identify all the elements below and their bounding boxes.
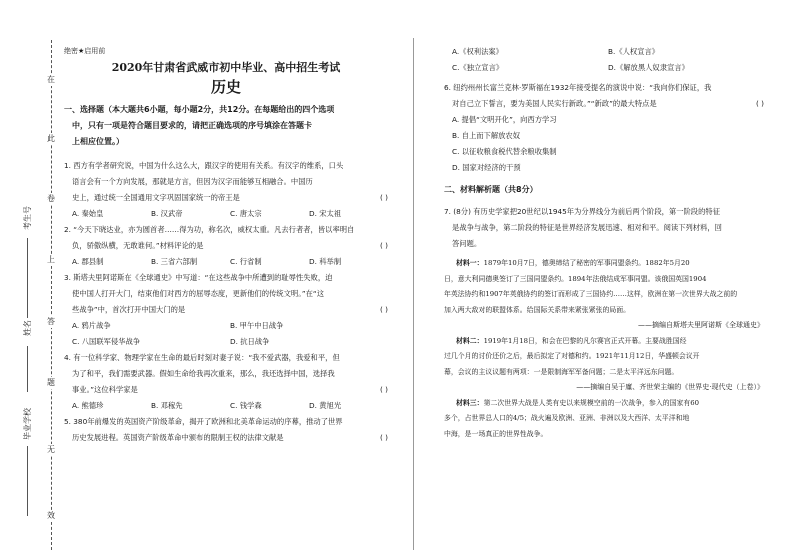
material-source: ——摘编自斯塔夫里阿诺斯《全球通史》: [638, 321, 764, 329]
material-label: 材料一：: [456, 259, 484, 267]
label-name: 姓名: [23, 320, 32, 336]
material-source: ——摘编自吴于廑、齐世荣主编的《世界史·现代史（上卷）》: [576, 383, 764, 391]
question-line: 3. 斯塔夫里阿诺斯在《全球通史》中写道：“在这些战争中所遭到的耻辱性失败，迫: [64, 273, 333, 282]
binding-dashed-line: [51, 40, 52, 550]
section1-title: 一、选择题（本大题共6小题，每小题2分，共12分。在每题给出的四个选项: [64, 105, 335, 114]
right-column: [444, 44, 764, 442]
question-5: [64, 414, 388, 446]
options: [64, 254, 388, 270]
option-d[interactable]: D. 抗日战争: [230, 337, 270, 346]
question-line: 些战争”中，首次打开中国大门的是: [72, 305, 186, 314]
question-line: 事业。”这位科学家是: [72, 385, 138, 394]
option-d[interactable]: D. 黄旭光: [309, 401, 342, 410]
answer-paren: ( ): [379, 385, 388, 394]
options: [64, 334, 388, 350]
question-1: [64, 158, 388, 222]
question-line: 1. 西方有学者研究说，中国为什么这么大，跟汉字的使用有关系。有汉字的维系，口头: [64, 161, 344, 170]
school-field[interactable]: [27, 446, 28, 516]
options: [444, 44, 764, 60]
secret-label: 绝密★启用前: [64, 47, 106, 55]
material-line: 日，意大利同德奥签订了三国同盟条约。1894年法俄结成军事同盟。该俄国英国1904: [444, 274, 707, 283]
question-line: 6. 纽约州州长富兰克林·罗斯福在1932年接受提名的演说中说：“我向你们保证，我: [444, 83, 712, 92]
question-7: [444, 204, 764, 442]
option-c[interactable]: C. 唐太宗: [230, 209, 262, 218]
question-line: 为了和平，我们需要武器。假如生命给我再次重来，那么，我还选择中国，选择我: [72, 369, 335, 378]
subject-title: 历史: [210, 78, 241, 96]
material-1: [444, 256, 764, 318]
column-divider: [413, 38, 414, 550]
material-line: 幕，会议的主议议题有两项：一是限制海军军备问题；二是太平洋远东问题。: [444, 367, 679, 376]
options: [64, 318, 388, 334]
option-b[interactable]: B. 三省六部制: [151, 257, 198, 266]
option-d[interactable]: D. 宋太祖: [309, 209, 342, 218]
question-line: 7. (8分) 有历史学家把20世纪以1945年为分界线分为前后两个阶段，第一阶段的特征: [444, 207, 720, 216]
section1-line: 中，只有一项是符合题目要求的，请把正确选项的序号填涂在答题卡: [72, 121, 312, 130]
material-2: [444, 334, 764, 381]
question-line: 负，骄傲纵横，无敢谁何。”材料评论的是: [72, 241, 204, 250]
question-line: 对自己立下誓言，要为美国人民实行新政。”“新政”的最大特点是: [452, 99, 657, 108]
question-line: 历史发展进程。英国资产阶级革命中颁布的限制王权的法律文献是: [72, 433, 284, 442]
option-a[interactable]: A. 秦始皇: [72, 209, 104, 218]
answer-paren: ( ): [379, 193, 388, 202]
left-column: [64, 44, 388, 446]
question-3: [64, 270, 388, 350]
option-c[interactable]: C. 八国联军侵华战争: [72, 337, 141, 346]
answer-paren: ( ): [755, 99, 764, 108]
margin-char: 此: [47, 134, 55, 143]
option-b[interactable]: B. 汉武帝: [151, 209, 183, 218]
option-c[interactable]: C. 钱学森: [230, 401, 262, 410]
material-3: [444, 396, 764, 443]
question-line: 答问题。: [452, 239, 482, 248]
question-line: 5. 380年前爆发的英国资产阶级革命，揭开了欧洲和北美革命运动的序幕，推动了世界: [64, 417, 343, 426]
exam-number-field[interactable]: [27, 238, 28, 318]
option-c[interactable]: C.《独立宣言》: [452, 63, 504, 72]
answer-paren: ( ): [379, 433, 388, 442]
material-line: 1879年10月7日，德奥缔结了秘密的军事同盟条约。1882年5月20: [483, 259, 690, 267]
question-4: [64, 350, 388, 414]
name-field[interactable]: [27, 346, 28, 392]
margin-char: 卷: [47, 194, 55, 203]
material-label: 材料二：: [456, 336, 484, 345]
question-line: 2. “今天下晓达业，亦为圆首者……得为功，称名次，威权太重。凡去行者者，皆以率明自: [64, 225, 355, 234]
question-line: 是战争与战争，第二阶段的特征是世界经济发展迅速、相对和平。阅读下列材料，回: [452, 223, 722, 232]
margin-char: 上: [47, 255, 55, 264]
label-exam-number: 考生号: [23, 206, 32, 230]
option-d[interactable]: D.《解放黑人奴隶宣言》: [608, 63, 689, 72]
option-b[interactable]: B. 自上而下解放农奴: [452, 131, 521, 140]
option-a[interactable]: A. 提倡“文明开化”，向西方学习: [452, 115, 557, 124]
option-b[interactable]: B.《人权宣言》: [608, 47, 660, 56]
material-line: 第二次世界大战是人类有史以来规模空前的一次战争，参入的国家有60: [483, 398, 700, 407]
question-line: 使中国人打开大门，结束他们对西方的屈辱态度，更新他们的传统文明。”在“这: [72, 289, 325, 298]
question-line: 史上，通过统一全国通用文字巩固国家统一的帝王是: [72, 193, 240, 202]
option-d[interactable]: D. 科举制: [309, 257, 342, 266]
option-c[interactable]: C. 以征收粮食税代替余粮收集制: [452, 147, 557, 156]
option-a[interactable]: A. 郡县制: [72, 257, 104, 266]
margin-char: 在: [47, 75, 55, 84]
margin-char: 效: [47, 511, 55, 520]
margin-char: 答: [47, 317, 55, 326]
answer-paren: ( ): [379, 305, 388, 314]
question-6: [444, 80, 764, 176]
material-label: 材料三：: [456, 398, 484, 407]
exam-title: 2020年甘肃省武威市初中毕业、高中招生考试: [111, 61, 341, 74]
material-line: 1919年1月18日，和会在巴黎的凡尔赛宫正式开幕。主要战胜国经: [483, 336, 687, 345]
option-d[interactable]: D. 国家对经济的干预: [452, 163, 521, 172]
material-line: 过几个月的讨价还价之后，最后拟定了对德和约。1921年11月12日，华盛顿会议开: [444, 352, 700, 360]
options: [444, 60, 764, 76]
question-2: [64, 222, 388, 270]
material-line: 中海，是一场真正的世界性战争。: [444, 429, 548, 438]
option-a[interactable]: A. 鸦片战争: [72, 321, 111, 330]
option-c[interactable]: C. 行省制: [230, 257, 262, 266]
material-line: 加入两大敌对的联盟体系。给国际关系带来紧张紧张的局面。: [444, 305, 631, 314]
label-school: 毕业学校: [23, 408, 32, 440]
options: [64, 206, 388, 222]
answer-paren: ( ): [379, 241, 388, 250]
margin-char: 无: [47, 445, 55, 454]
option-a[interactable]: A.《权利法案》: [452, 47, 503, 56]
option-a[interactable]: A. 熊德珍: [72, 401, 104, 410]
material-line: 多个，占世界总人口的4/5；战火遍及欧洲、亚洲、非洲以及大西洋、太平洋和地: [444, 414, 690, 422]
option-b[interactable]: B. 甲午中日战争: [230, 321, 284, 330]
section2-title: 二、材料解析题（共8分）: [444, 185, 538, 194]
margin-char: 题: [47, 378, 55, 387]
options: [64, 398, 388, 414]
question-line: 4. 有一位科学家、物理学家在生命的最后时刻对妻子说：“我不爱武器，我爱和平，但: [64, 353, 340, 362]
option-b[interactable]: B. 邓稼先: [151, 401, 183, 410]
section1-line: 上相应位置。）: [72, 137, 124, 146]
material-line: 年英法协约和1907年英俄协约的签订而形成了三国协约……这样，欧洲在第一次世界大战之前的: [444, 290, 738, 298]
question-line: 语言会有一个方向发展，那就是方言，但因为汉字而能够互相融合。中国历: [72, 177, 313, 186]
